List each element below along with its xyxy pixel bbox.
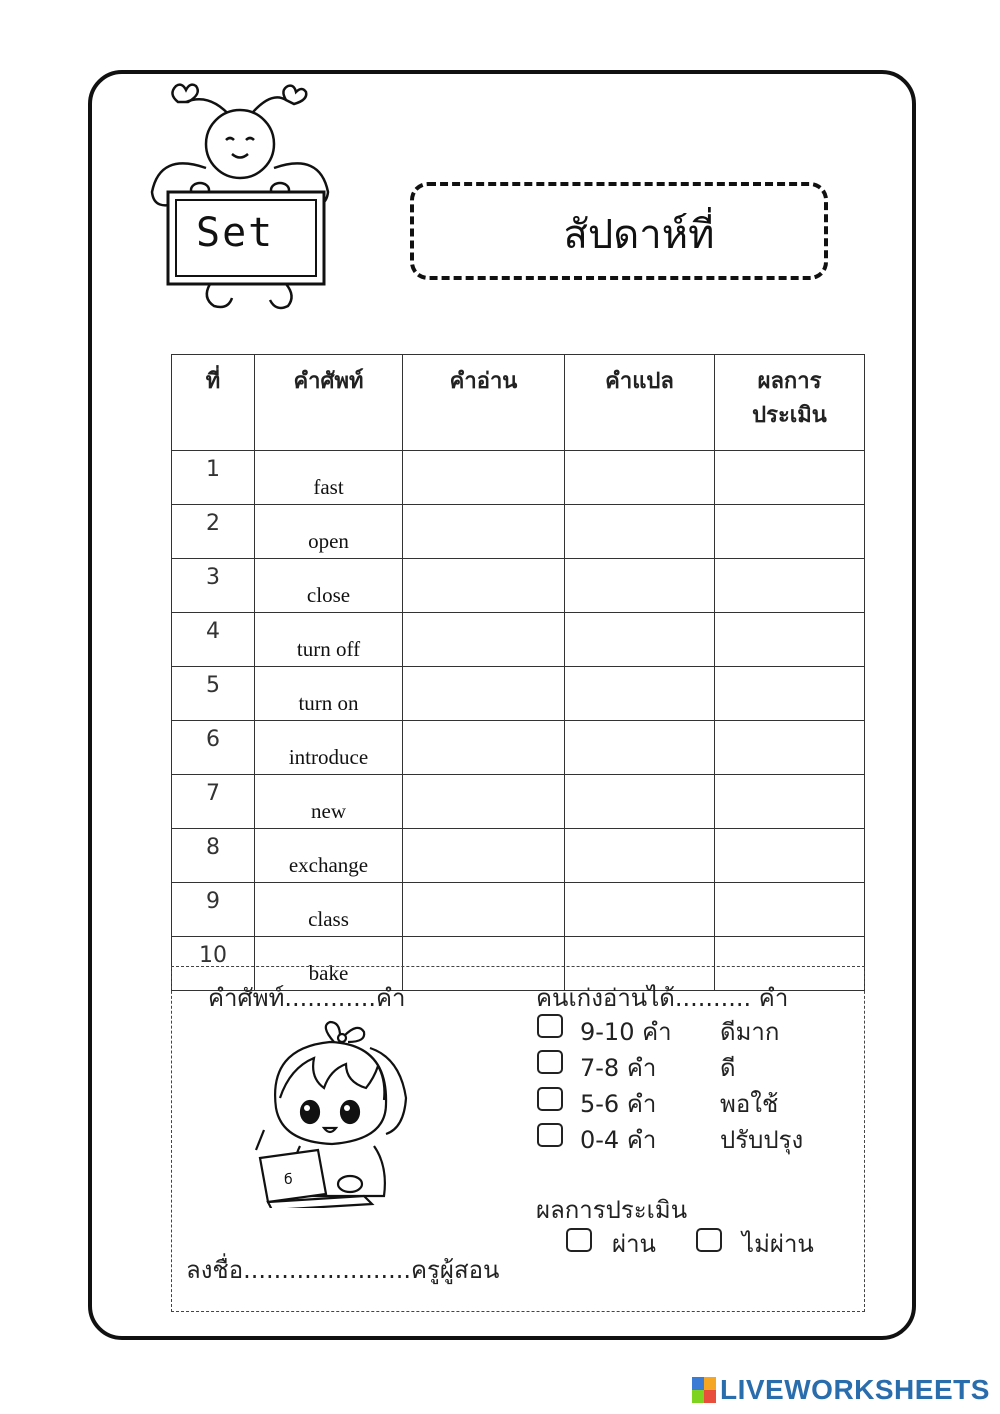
assessment-cell[interactable] — [715, 829, 865, 883]
translation-cell[interactable] — [565, 829, 715, 883]
pronunciation-cell[interactable] — [403, 667, 565, 721]
level-range-2: 7-8 คำ — [580, 1054, 657, 1082]
assessment-cell[interactable] — [715, 505, 865, 559]
row-number: 1 — [172, 451, 255, 505]
level-checkbox-4[interactable] — [537, 1123, 563, 1147]
row-number: 10 — [172, 937, 255, 991]
fail-label: ไม่ผ่าน — [742, 1230, 814, 1258]
assessment-cell[interactable] — [715, 613, 865, 667]
row-word: turn on — [255, 667, 403, 721]
pronunciation-cell[interactable] — [403, 721, 565, 775]
read-count-text: คนเก่งอ่านได้.......... คำ — [536, 984, 789, 1012]
level-range-4: 0-4 คำ — [580, 1126, 657, 1154]
level-checkbox-3[interactable] — [537, 1087, 563, 1111]
row-number: 6 — [172, 721, 255, 775]
week-title-box — [410, 182, 828, 280]
row-number: 3 — [172, 559, 255, 613]
table-row — [172, 721, 865, 775]
translation-cell[interactable] — [565, 613, 715, 667]
translation-cell[interactable] — [565, 667, 715, 721]
pronunciation-cell[interactable] — [403, 451, 565, 505]
table-row — [172, 775, 865, 829]
header-pronunciation: คำอ่าน — [403, 355, 565, 451]
level-checkbox-2[interactable] — [537, 1050, 563, 1074]
pronunciation-cell[interactable] — [403, 883, 565, 937]
level-checkbox-1[interactable] — [537, 1014, 563, 1038]
row-number: 2 — [172, 505, 255, 559]
assessment-cell[interactable] — [715, 721, 865, 775]
pronunciation-cell[interactable] — [403, 505, 565, 559]
table-row — [172, 505, 865, 559]
header-translation: คำแปล — [565, 355, 715, 451]
row-word: open — [255, 505, 403, 559]
girl-with-laptop-image — [250, 1018, 420, 1208]
translation-cell[interactable] — [565, 883, 715, 937]
assessment-cell[interactable] — [715, 451, 865, 505]
level-range-3: 5-6 คำ — [580, 1090, 657, 1118]
level-grade-2: ดี — [720, 1054, 736, 1082]
row-word: class — [255, 883, 403, 937]
row-word: bake — [255, 937, 403, 991]
result-title: ผลการประเมิน — [536, 1196, 688, 1224]
row-word: fast — [255, 451, 403, 505]
row-word: new — [255, 775, 403, 829]
translation-cell[interactable] — [565, 775, 715, 829]
level-grade-3: พอใช้ — [720, 1090, 779, 1118]
level-grade-1: ดีมาก — [720, 1018, 780, 1046]
table-row — [172, 829, 865, 883]
pronunciation-cell[interactable] — [403, 775, 565, 829]
row-word: turn off — [255, 613, 403, 667]
header-assessment: ผลการ ประเมิน — [715, 355, 865, 451]
row-word: exchange — [255, 829, 403, 883]
translation-cell[interactable] — [565, 505, 715, 559]
svg-text:б: б — [284, 1172, 293, 1188]
table-header-row — [172, 355, 865, 451]
vocab-count-text: คำศัพท์............คำ — [208, 984, 406, 1012]
translation-cell[interactable] — [565, 451, 715, 505]
liveworksheets-logo — [692, 1374, 990, 1406]
table-row — [172, 559, 865, 613]
set-label: Set — [196, 210, 275, 256]
fail-checkbox[interactable] — [696, 1228, 722, 1252]
level-grade-4: ปรับปรุง — [720, 1126, 804, 1154]
assessment-cell[interactable] — [715, 883, 865, 937]
week-title: สัปดาห์ที่ — [563, 212, 715, 258]
bee-mascot-image — [140, 82, 340, 322]
assessment-cell[interactable] — [715, 775, 865, 829]
header-vocabulary: คำศัพท์ — [255, 355, 403, 451]
pass-checkbox[interactable] — [566, 1228, 592, 1252]
pronunciation-cell[interactable] — [403, 613, 565, 667]
pass-label: ผ่าน — [612, 1230, 656, 1258]
header-number: ที่ — [172, 355, 255, 451]
row-number: 8 — [172, 829, 255, 883]
level-range-1: 9-10 คำ — [580, 1018, 672, 1046]
row-number: 9 — [172, 883, 255, 937]
row-number: 7 — [172, 775, 255, 829]
pronunciation-cell[interactable] — [403, 829, 565, 883]
brand-text: LIVEWORKSHEETS — [720, 1374, 990, 1405]
row-word: introduce — [255, 721, 403, 775]
assessment-cell[interactable] — [715, 667, 865, 721]
row-number: 4 — [172, 613, 255, 667]
table-row — [172, 451, 865, 505]
table-row — [172, 883, 865, 937]
liveworksheets-icon — [692, 1377, 716, 1403]
row-word: close — [255, 559, 403, 613]
table-row — [172, 613, 865, 667]
vocabulary-table — [171, 354, 865, 991]
translation-cell[interactable] — [565, 721, 715, 775]
table-row — [172, 667, 865, 721]
assessment-cell[interactable] — [715, 559, 865, 613]
translation-cell[interactable] — [565, 559, 715, 613]
teacher-signature-line: ลงชื่อ......................ครูผู้สอน — [186, 1256, 500, 1284]
row-number: 5 — [172, 667, 255, 721]
pronunciation-cell[interactable] — [403, 559, 565, 613]
